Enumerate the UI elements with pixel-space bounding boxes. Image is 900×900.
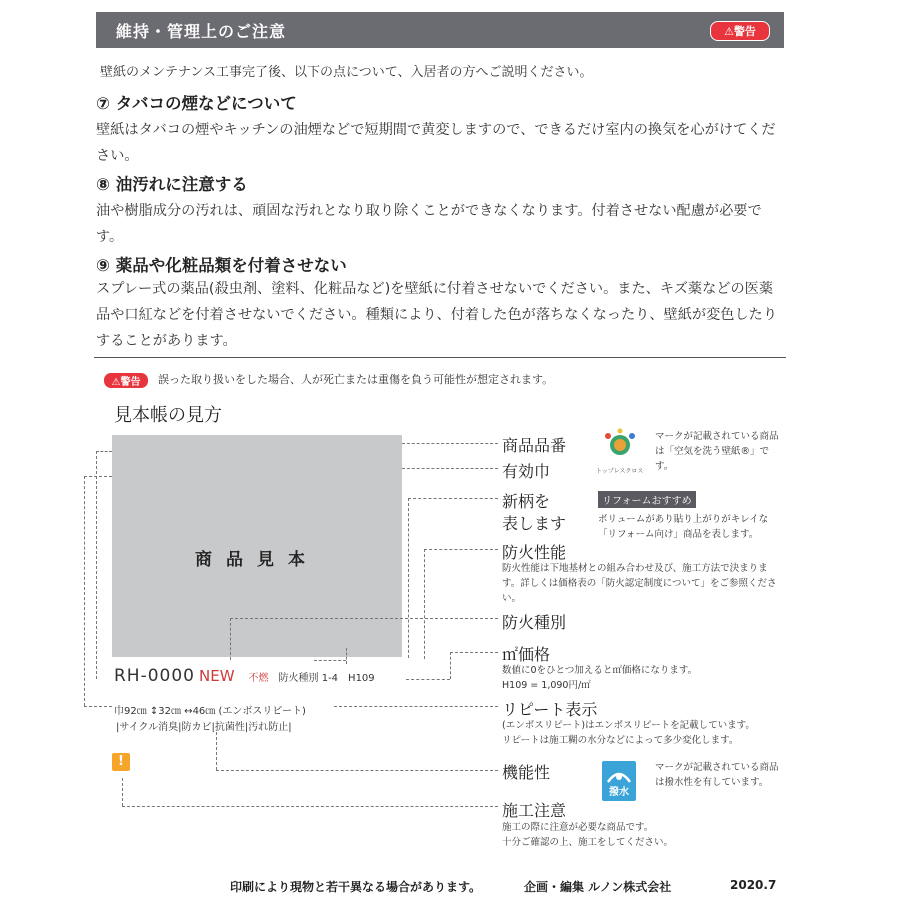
section-body-tobacco: 壁紙はタバコの煙やキッチンの油煙などで短期間で黄変しますので、できるだけ室内の換気を心がけてください。 [96, 122, 776, 164]
sample-swatch [112, 435, 402, 657]
section-body-chemicals: スプレー式の薬品(殺虫剤、塗料、化粧品など)を壁紙に付着させないでください。また、キズ薬などの医薬品や口紅などを付着させないでください。種類により、付着した色が落ちなくなったり、壁紙が変色したりすることがあります。 [96, 281, 778, 349]
air-mark-text: マークが記載されている商品は「空気を洗う壁紙®」です。 [655, 431, 779, 472]
air-wash-mark-icon [598, 428, 642, 468]
leader-line [450, 652, 451, 679]
leader-line [424, 549, 425, 659]
leader-line [122, 806, 498, 807]
water-repellent-icon [602, 761, 636, 801]
label-caution: 施工注意 [502, 801, 567, 820]
new-label: NEW [199, 667, 235, 685]
leader-line [230, 618, 498, 619]
leader-line [84, 706, 112, 707]
repeat-desc-1: (エンボスリピート)はエンボスリピートを記載しています。 [502, 720, 755, 731]
warning-text: 誤った取り扱いをした場合、人が死亡または重傷を負う可能性が想定されます。 [158, 373, 554, 386]
price-code: H109 [348, 673, 375, 684]
sample-label: 商品見本 [195, 550, 319, 570]
guide-title: 見本帳の見方 [114, 405, 222, 426]
reform-badge: リフォームおすすめ [598, 491, 696, 508]
leader-line [216, 770, 498, 771]
leader-line [216, 732, 217, 770]
caution-desc-1: 施工の際に注意が必要な商品です。 [502, 822, 654, 833]
section-heading-chemicals: ⑨ 薬品や化粧品類を付着させない [96, 256, 347, 275]
section-heading-tobacco: ⑦ タバコの煙などについて [96, 94, 297, 113]
reform-text: ボリュームがあり貼り上がりがキレイな「リフォーム向け」商品を表します。 [598, 514, 769, 540]
leader-line [96, 451, 97, 679]
price-desc-1: 数値に0をひとつ加えると㎡価格になります。 [502, 665, 698, 676]
leader-line [314, 660, 346, 661]
price-desc-2: H109 = 1,090円/㎡ [502, 680, 591, 691]
divider [94, 357, 786, 358]
label-fire-performance: 防火性能 [502, 543, 567, 562]
section-body-oil: 油や樹脂成分の汚れは、頑固な汚れとなり取り除くことができなくなります。付着させない配慮が必要です。 [96, 203, 762, 245]
water-icon-label: 撥水 [609, 787, 629, 798]
function-list: |サイクル消臭|防カビ|抗菌性|汚れ防止| [116, 722, 292, 733]
footer-date: 2020.7 [730, 878, 777, 892]
label-new-pattern-2: 表します [502, 514, 567, 533]
label-product-code: 商品品番 [502, 436, 567, 455]
air-mark-caption: トップレスクロス [596, 468, 644, 475]
leader-line [450, 652, 498, 653]
warning-badge-small: ⚠警告 [104, 373, 148, 388]
leader-line [406, 679, 450, 680]
leader-line [122, 778, 123, 806]
label-width: 有効巾 [502, 462, 551, 481]
label-fire-type: 防火種別 [502, 613, 567, 632]
warning-row [104, 371, 553, 388]
leader-line [230, 618, 231, 660]
leader-line [424, 549, 498, 550]
label-price: ㎡価格 [502, 645, 551, 664]
leader-line [408, 498, 409, 658]
water-text: マークが記載されている商品は撥水性を有しています。 [655, 762, 779, 788]
product-code-row [114, 666, 375, 686]
header-bar [96, 12, 784, 48]
leader-line [408, 498, 498, 499]
leader-line [346, 648, 347, 664]
label-function: 機能性 [502, 763, 551, 782]
dimensions: 巾92㎝ ↕32㎝ ↔46㎝ (エンボスリピート) [114, 706, 306, 717]
leader-line [84, 476, 85, 706]
intro-text: 壁紙のメンテナンス工事完了後、以下の点について、入居者の方へご説明ください。 [100, 65, 593, 80]
label-repeat: リピート表示 [502, 700, 598, 719]
label-new-pattern-1: 新柄を [502, 492, 551, 511]
repeat-desc-2: リピートは施工糊の水分などによって多少変化します。 [502, 735, 739, 746]
page-title: 維持・管理上のご注意 [116, 22, 287, 41]
section-heading-oil: ⑧ 油汚れに注意する [96, 175, 248, 194]
leader-line [402, 443, 498, 444]
footer-note: 印刷により現物と若干異なる場合があります。 [230, 880, 482, 894]
caution-icon: ! [112, 753, 130, 771]
warning-badge: ⚠警告 [710, 21, 770, 41]
product-code: RH-0000 [114, 666, 195, 686]
leader-line [334, 706, 498, 707]
caution-desc-2: 十分ご確認の上、施工をしてください。 [502, 837, 674, 848]
fire-performance-desc: 防火性能は下地基材との組み合わせ及び、施工方法で決まります。詳しくは価格表の「防火認定制度について」をご参照ください。 [502, 563, 777, 604]
footer-publisher: 企画・編集 ルノン株式会社 [524, 880, 672, 894]
leader-line [96, 451, 112, 452]
fire-label: 不燃 [248, 673, 269, 684]
leader-line [402, 468, 498, 469]
fire-type-value: 防火種別 1-4 [278, 673, 339, 684]
leader-line [84, 476, 112, 477]
